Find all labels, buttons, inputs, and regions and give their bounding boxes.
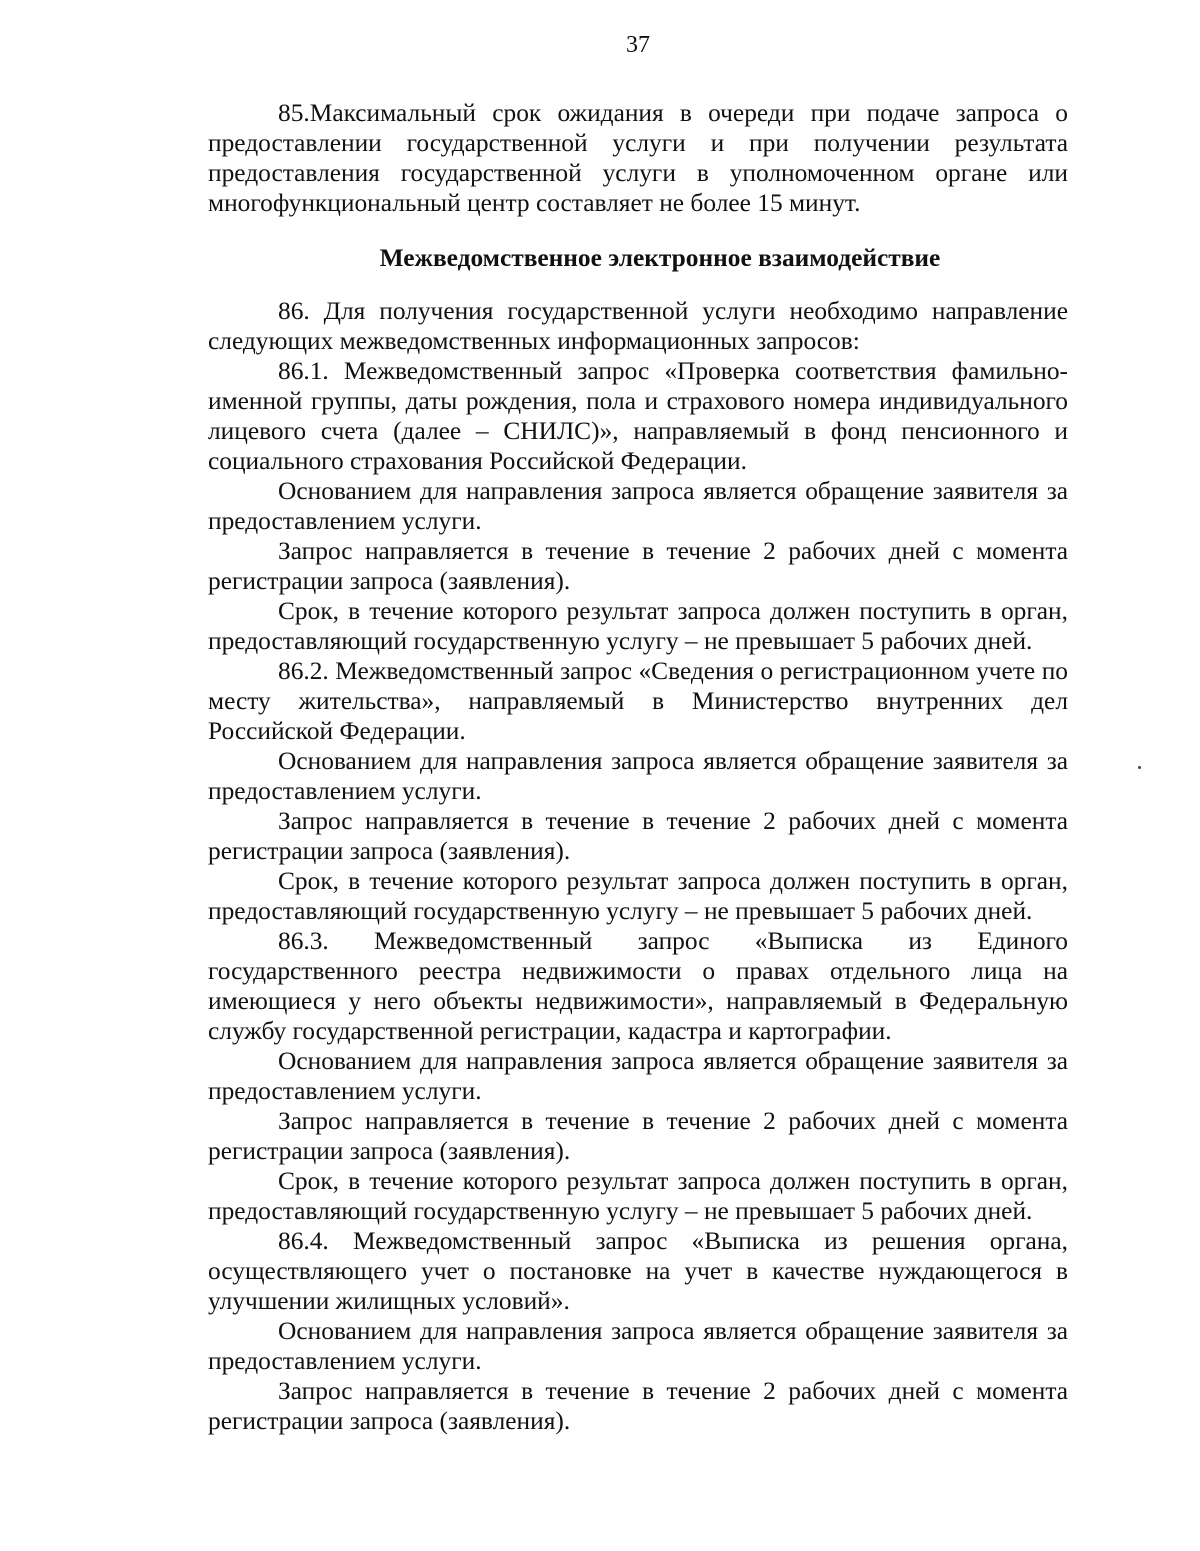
paragraph-response-deadline: Срок, в течение которого результат запроса должен поступить в орган, предоставляющий государственную услугу – не превышает 5 рабочих дней. <box>208 1167 1068 1225</box>
paragraph-response-deadline: Срок, в течение которого результат запроса должен поступить в орган, предоставляющий государственную услугу – не превышает 5 рабочих дней. <box>208 597 1068 655</box>
paragraph-85: 85.Максимальный срок ожидания в очереди при подаче запроса о предоставлении государственной услуги и при получении результата предоставления государственной услуги в уполномоченном органе или многофункциональный центр составляет не более 15 минут. <box>208 99 1068 217</box>
paragraph-basis: Основанием для направления запроса является обращение заявителя за предоставлением услуги. <box>208 477 1068 535</box>
section-heading: Межведомственное электронное взаимодействие <box>379 244 941 272</box>
paragraph-request-timing: Запрос направляется в течение в течение 2 рабочих дней с момента регистрации запроса (заявления). <box>208 1377 1068 1435</box>
paragraph-86: 86. Для получения государственной услуги необходимо направление следующих межведомственных информационных запросов: <box>208 297 1068 355</box>
paragraph-86-2: 86.2. Межведомственный запрос «Сведения о регистрационном учете по месту жительства», направляемый в Министерство внутренних дел Российской Федерации. <box>208 657 1068 745</box>
page-number: 37 <box>626 32 650 58</box>
scan-speck <box>1138 766 1141 769</box>
paragraph-86-3: 86.3. Межведомственный запрос «Выписка из Единого государственного реестра недвижимости о правах отдельного лица на имеющиеся у него объекты недвижимости», направляемый в Федеральную службу государственной регистрации, кадастра и картографии. <box>208 927 1068 1045</box>
paragraph-request-timing: Запрос направляется в течение в течение 2 рабочих дней с момента регистрации запроса (заявления). <box>208 1107 1068 1165</box>
paragraph-request-timing: Запрос направляется в течение в течение 2 рабочих дней с момента регистрации запроса (заявления). <box>208 807 1068 865</box>
paragraph-basis: Основанием для направления запроса является обращение заявителя за предоставлением услуги. <box>208 1317 1068 1375</box>
paragraph-basis: Основанием для направления запроса является обращение заявителя за предоставлением услуги. <box>208 1047 1068 1105</box>
paragraph-86-1: 86.1. Межведомственный запрос «Проверка соответствия фамильно-именной группы, даты рождения, пола и страхового номера индивидуального лицевого счета (далее – СНИЛС)», направляемый в фонд пенсионного и социального страхования Российской Федерации. <box>208 357 1068 475</box>
paragraph-86-4: 86.4. Межведомственный запрос «Выписка из решения органа, осуществляющего учет о постановке на учет в качестве нуждающегося в улучшении жилищных условий». <box>208 1227 1068 1315</box>
paragraph-basis: Основанием для направления запроса является обращение заявителя за предоставлением услуги. <box>208 747 1068 805</box>
paragraph-response-deadline: Срок, в течение которого результат запроса должен поступить в орган, предоставляющий государственную услугу – не превышает 5 рабочих дней. <box>208 867 1068 925</box>
document-body <box>208 98 1068 1436</box>
paragraph-request-timing: Запрос направляется в течение в течение 2 рабочих дней с момента регистрации запроса (заявления). <box>208 537 1068 595</box>
